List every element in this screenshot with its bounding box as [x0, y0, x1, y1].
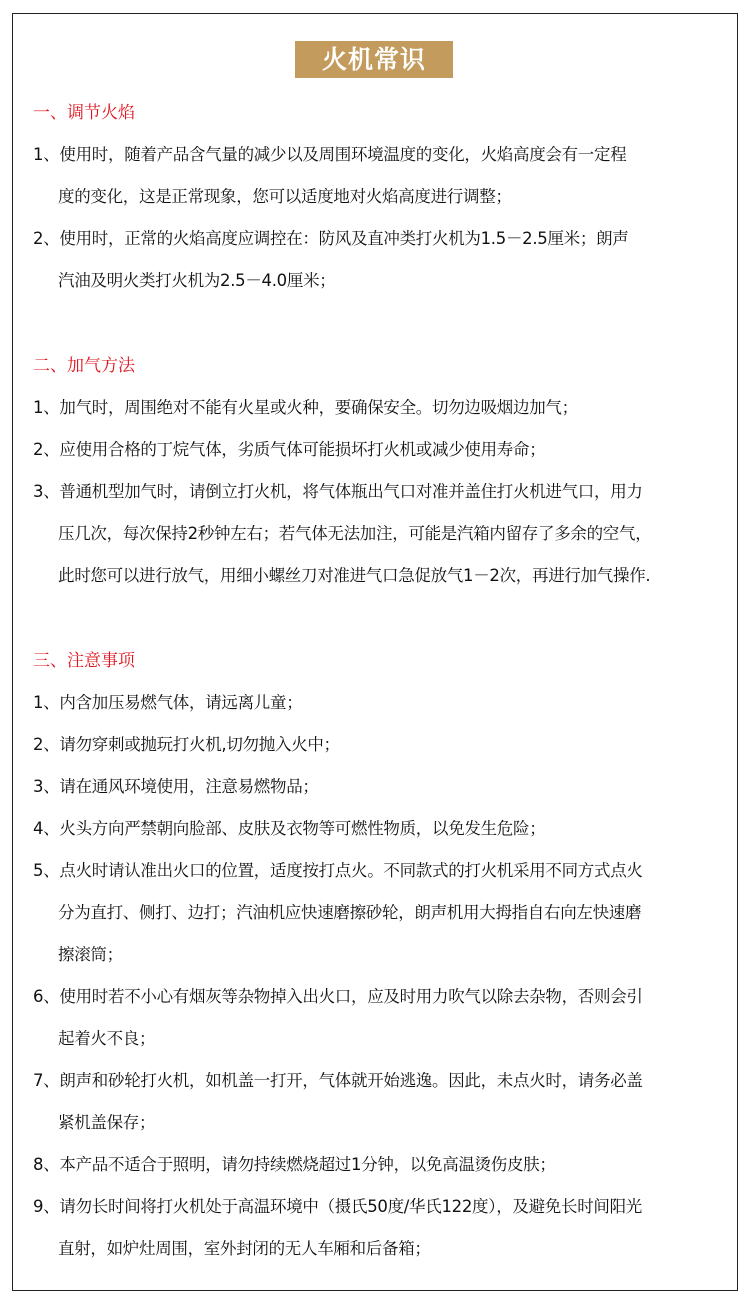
list-item-line: 度的变化，这是正常现象，您可以适度地对火焰高度进行调整；: [58, 187, 512, 206]
section-heading: 三、注意事项: [33, 651, 135, 671]
list-item-line: 9、请勿长时间将打火机处于高温环境中（摄氏50度/华氏122度），及避免长时间阳光: [33, 1197, 642, 1216]
list-item-line: 7、朗声和砂轮打火机，如机盖一打开，气体就开始逃逸。因此，未点火时，请务必盖: [33, 1071, 643, 1090]
list-item-line: 擦滚筒；: [58, 945, 123, 964]
list-item-line: 3、普通机型加气时，请倒立打火机，将气体瓶出气口对准并盖住打火机进气口，用力: [33, 482, 643, 501]
list-item: [33, 724, 733, 766]
list-item-line: 2、请勿穿刺或抛玩打火机,切勿抛入火中；: [33, 735, 340, 754]
list-item: [33, 766, 733, 808]
list-item-line: 2、应使用合格的丁烷气体，劣质气体可能损坏打火机或减少使用寿命；: [33, 440, 546, 459]
list-item: [33, 429, 733, 471]
section-heading: 二、加气方法: [33, 356, 135, 376]
list-item-line: 直射，如炉灶周围，室外封闭的无人车厢和后备箱；: [58, 1239, 431, 1258]
content: [33, 92, 733, 1313]
list-item-line: 4、火头方向严禁朝向脸部、皮肤及衣物等可燃性物质，以免发生危险；: [33, 819, 546, 838]
section-1: [33, 92, 733, 302]
list-item: [33, 1186, 733, 1270]
list-item: [33, 471, 733, 597]
list-item-line: 汽油及明火类打火机为2.5－4.0厘米；: [58, 271, 336, 290]
list-item: [33, 808, 733, 850]
list-item: [33, 682, 733, 724]
list-item-line: 2、使用时，正常的火焰高度应调控在：防风及直冲类打火机为1.5－2.5厘米；朗声: [33, 229, 629, 248]
list-item-line: 起着火不良；: [58, 1029, 156, 1048]
list-item-line: 5、点火时请认准出火口的位置，适度按打点火。不同款式的打火机采用不同方式点火: [33, 861, 643, 880]
list-item-line: 压几次，每次保持2秒钟左右；若气体无法加注，可能是汽箱内留存了多余的空气，: [58, 524, 652, 543]
list-item-line: 1、使用时，随着产品含气量的减少以及周围环境温度的变化，火焰高度会有一定程: [33, 145, 627, 164]
list-item: [33, 976, 733, 1060]
list-item: [33, 387, 733, 429]
list-item-line: 分为直打、侧打、边打；汽油机应快速磨擦砂轮，朗声机用大拇指自右向左快速磨: [58, 903, 642, 922]
list-item: [33, 1144, 733, 1186]
list-item-line: 3、请在通风环境使用，注意易燃物品；: [33, 777, 319, 796]
list-item-line: 1、加气时，周围绝对不能有火星或火种，要确保安全。切勿边吸烟边加气；: [33, 398, 578, 417]
list-item: [33, 850, 733, 976]
list-item-line: 1、内含加压易燃气体，请远离儿童；: [33, 693, 303, 712]
section-heading: 一、调节火焰: [33, 103, 135, 123]
list-item: [33, 1060, 733, 1144]
list-item-line: 6、使用时若不小心有烟灰等杂物掉入出火口，应及时用力吹气以除去杂物，否则会引: [33, 987, 643, 1006]
list-item-line: 8、本产品不适合于照明，请勿持续燃烧超过1分钟，以免高温烫伤皮肤；: [33, 1155, 556, 1174]
list-item: [33, 134, 733, 218]
section-3: [33, 640, 733, 1270]
page-title: 火机常识: [295, 41, 453, 78]
list-item-line: 紧机盖保存；: [58, 1113, 156, 1132]
list-item-line: 此时您可以进行放气，用细小螺丝刀对准进气口急促放气1－2次，再进行加气操作.: [58, 566, 651, 585]
section-2: [33, 345, 733, 597]
list-item: [33, 218, 733, 302]
